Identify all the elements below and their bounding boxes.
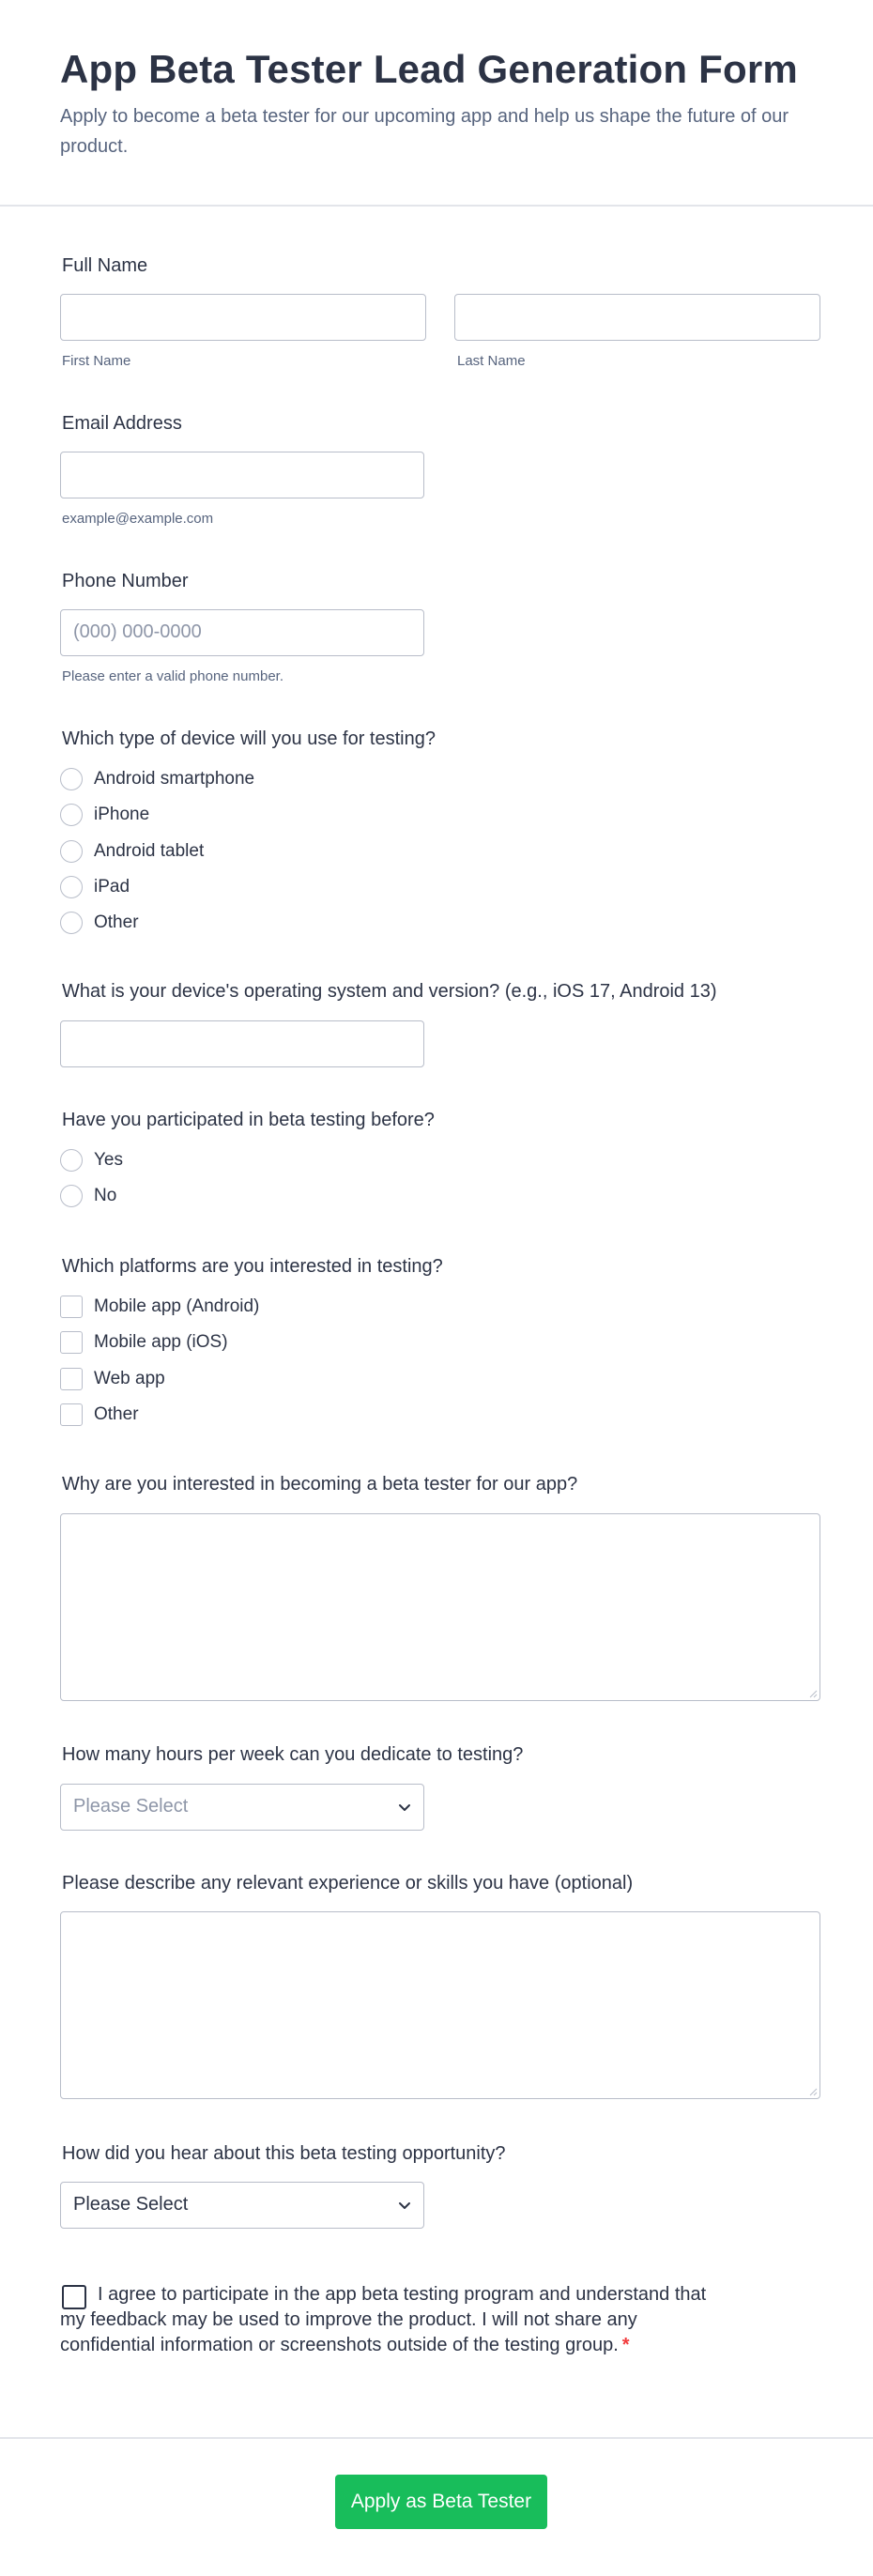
- heard-about-select[interactable]: [60, 2182, 424, 2229]
- required-asterisk: *: [621, 2335, 630, 2355]
- submit-button[interactable]: Apply as Beta Tester: [335, 2475, 547, 2529]
- os-version-input[interactable]: [60, 1020, 424, 1067]
- platform-option-web-app[interactable]: [60, 1367, 165, 1391]
- option-label: Android tablet: [94, 841, 205, 861]
- option-label: Android smartphone: [94, 769, 255, 789]
- device-option-iphone[interactable]: [60, 803, 149, 827]
- device-option-android-tablet[interactable]: [60, 839, 204, 864]
- radio-button[interactable]: [60, 912, 83, 934]
- radio-button[interactable]: [60, 1149, 83, 1172]
- device-option-android-smartphone[interactable]: [60, 767, 254, 791]
- option-label: Mobile app (Android): [94, 1296, 260, 1316]
- os-version-label: What is your device's operating system and version? (e.g., iOS 17, Android 13): [62, 981, 717, 1002]
- first-name-input[interactable]: [60, 294, 426, 341]
- option-label: Other: [94, 912, 139, 932]
- full-name-label: Full Name: [62, 255, 148, 276]
- agreement-text: [60, 2282, 736, 2358]
- device-option-other[interactable]: [60, 911, 139, 935]
- radio-button[interactable]: [60, 804, 83, 826]
- hours-select[interactable]: [60, 1784, 424, 1831]
- email-sublabel: example@example.com: [62, 511, 214, 527]
- heard-about-label: How did you hear about this beta testing opportunity?: [62, 2143, 506, 2164]
- resize-grip-icon[interactable]: [808, 2087, 818, 2096]
- hours-selected-value: Please Select: [73, 1796, 189, 1817]
- agreement-label: I agree to participate in the app beta testing program and understand that my feedback may be used to improve the product. I will not share any confidential information or screenshots outside of the testing group.: [60, 2284, 707, 2355]
- participated-option-yes[interactable]: [60, 1148, 123, 1173]
- last-name-input[interactable]: [454, 294, 820, 341]
- option-label: Mobile app (iOS): [94, 1332, 228, 1352]
- form-subtitle: Apply to become a beta tester for our upcoming app and help us shape the future of our product.: [60, 106, 789, 157]
- radio-button[interactable]: [60, 840, 83, 863]
- checkbox[interactable]: [60, 1331, 83, 1354]
- heard-about-selected-value: Please Select: [73, 2194, 189, 2215]
- email-input[interactable]: [60, 452, 424, 498]
- platforms-label: Which platforms are you interested in testing?: [62, 1256, 443, 1277]
- chevron-down-icon: [397, 1800, 412, 1815]
- participated-option-no[interactable]: [60, 1184, 116, 1208]
- platform-option-other[interactable]: [60, 1403, 139, 1427]
- option-label: iPad: [94, 877, 130, 897]
- platform-option-mobile-ios[interactable]: [60, 1330, 228, 1355]
- why-interested-textarea[interactable]: [60, 1513, 820, 1701]
- radio-button[interactable]: [60, 768, 83, 790]
- first-name-sublabel: First Name: [62, 353, 131, 369]
- participated-label: Have you participated in beta testing before?: [62, 1110, 435, 1130]
- checkbox[interactable]: [60, 1403, 83, 1426]
- option-label: Other: [94, 1404, 139, 1424]
- last-name-sublabel: Last Name: [457, 353, 526, 369]
- resize-grip-icon[interactable]: [808, 1689, 818, 1698]
- phone-input[interactable]: [60, 609, 424, 656]
- option-label: Yes: [94, 1150, 123, 1170]
- email-label: Email Address: [62, 413, 182, 434]
- radio-button[interactable]: [60, 876, 83, 898]
- option-label: Web app: [94, 1369, 165, 1388]
- hours-label: How many hours per week can you dedicate to testing?: [62, 1744, 524, 1765]
- option-label: No: [94, 1186, 117, 1205]
- agreement-checkbox[interactable]: [62, 2285, 86, 2309]
- why-interested-label: Why are you interested in becoming a beta tester for our app?: [62, 1474, 578, 1495]
- phone-label: Phone Number: [62, 571, 189, 591]
- option-label: iPhone: [94, 805, 150, 824]
- phone-sublabel: Please enter a valid phone number.: [62, 668, 283, 684]
- phone-placeholder: (000) 000-0000: [73, 621, 202, 642]
- form-title: App Beta Tester Lead Generation Form: [60, 47, 798, 91]
- device-option-ipad[interactable]: [60, 875, 130, 899]
- form-header: [0, 0, 873, 207]
- radio-button[interactable]: [60, 1185, 83, 1207]
- platform-option-mobile-android[interactable]: [60, 1295, 259, 1319]
- experience-textarea[interactable]: [60, 1911, 820, 2099]
- device-type-label: Which type of device will you use for testing?: [62, 728, 436, 749]
- checkbox[interactable]: [60, 1296, 83, 1318]
- checkbox[interactable]: [60, 1368, 83, 1390]
- experience-label: Please describe any relevant experience or skills you have (optional): [62, 1873, 634, 1894]
- chevron-down-icon: [397, 2198, 412, 2213]
